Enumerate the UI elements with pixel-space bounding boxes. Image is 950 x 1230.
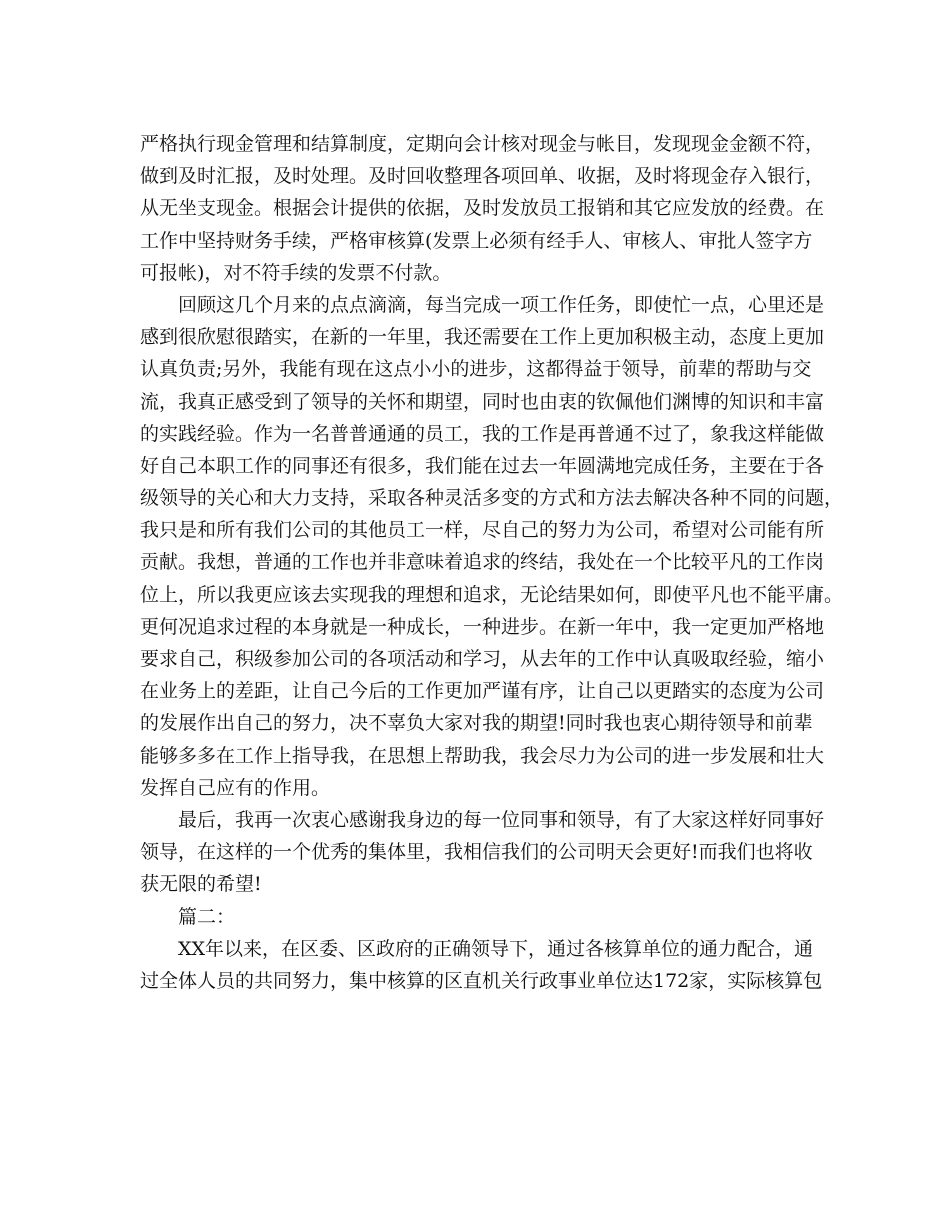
text-line: 好自己本职工作的同事还有很多，我们能在过去一年圆满地完成任务，主要在于各 [140,454,825,477]
text-line: 可报帐)，对不符手续的发票不付款。 [140,261,452,284]
text-line: 发挥自己应有的作用。 [140,776,331,799]
text-line: 更何况追求过程的本身就是一种成长，一种进步。在新一年中，我一定更加严格地 [140,615,825,638]
paragraph-start-line: XX年以来，在区委、区政府的正确领导下，通过各核算单位的通力配合，通 [178,937,814,960]
text-line: 级领导的关心和大力支持，采取各种灵活多变的方式和方法去解决各种不同的问题， [140,487,844,510]
text-line: 的实践经验。作为一名普普通通的员工，我的工作是再普通不过了，象我这样能做 [140,422,825,445]
text-line: 要求自己，积级参加公司的各项活动和学习，从去年的工作中认真吸取经验，缩小 [140,648,825,670]
text-line: 工作中坚持财务手续，严格审核算(发票上必须有经手人、审核人、审批人签字方 [140,229,813,252]
text-line: 贡献。我想，普通的工作也并非意味着追求的终结，我处在一个比较平凡的工作岗 [140,551,825,574]
paragraph-start-line: 回顾这几个月来的点点滴滴，每当完成一项工作任务，即使忙一点，心里还是 [178,293,825,316]
text-line: 认真负责;另外，我能有现在这点小小的进步，这都得益于领导，前辈的帮助与交 [140,358,812,381]
text-line: 领导，在这样的一个优秀的集体里，我相信我们的公司明天会更好!而我们也将收 [140,841,813,864]
text-line: 在业务上的差距，让自己今后的工作更加严谨有序，让自己以更踏实的态度为公司 [140,680,825,703]
text-line: 流，我真正感受到了领导的关怀和期望，同时也由衷的钦佩他们渊博的知识和丰富 [140,390,825,413]
section-heading: 篇二： [178,905,236,928]
text-line: 获无限的希望! [140,873,262,896]
text-line: 从无坐支现金。根据会计提供的依据，及时发放员工报销和其它应发放的经费。在 [140,197,825,220]
text-line: 我只是和所有我们公司的其他员工一样，尽自己的努力为公司，希望对公司能有所 [140,519,825,542]
document-body [140,128,844,997]
paragraph-start-line: 最后，我再一次衷心感谢我身边的每一位同事和领导，有了大家这样好同事好 [178,808,825,831]
text-line: 做到及时汇报，及时处理。及时回收整理各项回单、收据，及时将现金存入银行， [140,165,825,188]
text-line: 的发展作出自己的努力，决不辜负大家对我的期望!同时我也衷心期待领导和前辈 [140,712,813,735]
text-line: 感到很欣慰很踏实，在新的一年里，我还需要在工作上更加积极主动，态度上更加 [140,326,825,349]
text-line: 位上，所以我更应该去实现我的理想和追求，无论结果如何，即使平凡也不能平庸。 [140,583,844,606]
text-line: 严格执行现金管理和结算制度，定期向会计核对现金与帐目，发现现金金额不符， [140,133,825,155]
text-line: 过全体人员的共同努力，集中核算的区直机关行政事业单位达172家，实际核算包 [140,969,823,992]
text-line: 能够多多在工作上指导我，在思想上帮助我，我会尽力为公司的进一步发展和壮大 [140,744,825,767]
